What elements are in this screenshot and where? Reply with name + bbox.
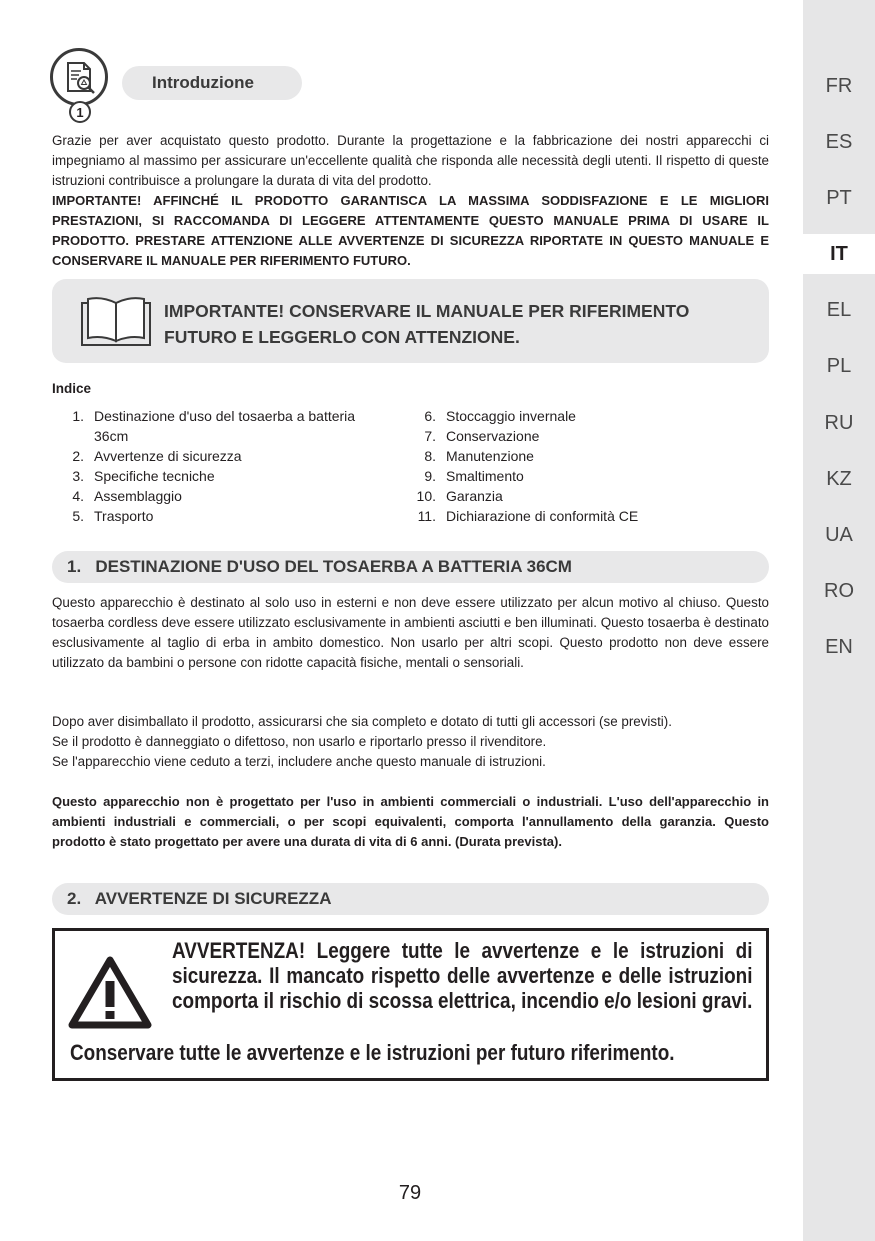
index-number: 2. — [72, 448, 84, 464]
safety-warning-footer: Conservare tutte le avvertenze e le istruzioni per futuro riferimento. — [70, 1040, 675, 1065]
index-number: 8. — [424, 448, 436, 464]
lang-tab-pt[interactable]: PT — [826, 187, 852, 209]
lang-tab-ru[interactable]: RU — [824, 412, 854, 434]
index-text: Specifiche tecniche — [94, 468, 215, 484]
lang-tab-ro[interactable]: RO — [824, 580, 854, 602]
index-number: 10. — [416, 488, 436, 504]
section-1-paragraph-2a: Dopo aver disimballato il prodotto, assicurarsi che sia completo e dotato di tutti gli accessori (se previsti). — [52, 714, 672, 729]
index-text: Trasporto — [94, 508, 154, 524]
section-1-paragraph-2c: Se l'apparecchio viene ceduto a terzi, includere anche questo manuale di istruzioni. — [52, 754, 546, 769]
index-title: Indice — [52, 381, 92, 396]
section-1-title: 1. DESTINAZIONE D'USO DEL TOSAERBA A BATTERIA 36CM — [67, 557, 572, 576]
intro-section-badge: 1 — [69, 101, 91, 123]
index-text: Manutenzione — [446, 448, 534, 464]
lang-tab-ua[interactable]: UA — [825, 524, 853, 546]
index-number: 1. — [72, 408, 84, 424]
section-2-title: 2. AVVERTENZE DI SICUREZZA — [67, 889, 332, 908]
index-number: 9. — [424, 468, 436, 484]
manual-notice-text — [164, 298, 764, 350]
notice-line-1: IMPORTANTE! CONSERVARE IL MANUALE PER RIFERIMENTO — [164, 301, 690, 321]
section-1-paragraph-3: Questo apparecchio non è progettato per l'uso in ambienti commerciali o industriali. L'uso dell'apparecchio in ambienti industriali e commerciali, o per scopi equivalenti, comporta l'annullamento della garanzia. Questo prodotto è stato progettato per avere una durata di vita di 6 anni. (Durata prevista). — [52, 794, 769, 849]
warning-triangle-icon — [68, 955, 152, 1029]
lang-tab-it-active[interactable]: IT — [803, 234, 875, 274]
lang-tab-fr[interactable]: FR — [825, 75, 853, 97]
lang-tab-en[interactable]: EN — [825, 636, 853, 658]
lang-tab-el[interactable]: EL — [826, 299, 852, 321]
index-text: Avvertenze di sicurezza — [94, 448, 242, 464]
index-text: Dichiarazione di conformità CE — [446, 508, 639, 524]
index-number: 4. — [72, 488, 84, 504]
index-text: 36cm — [94, 428, 129, 444]
safety-warning-text: AVVERTENZA! Leggere tutte le avvertenze e le istruzioni di sicurezza. Il mancato rispetto delle avvertenze e delle istruzioni comporta il rischio di scossa elettrica, incendio e/o lesioni gravi. — [172, 938, 753, 1013]
index-text: Assemblaggio — [94, 488, 182, 504]
lang-tab-kz[interactable]: KZ — [826, 468, 852, 490]
intro-title: Introduzione — [152, 73, 254, 92]
notice-line-2: FUTURO E LEGGERLO CON ATTENZIONE. — [164, 327, 520, 347]
page-number: 79 — [398, 1182, 422, 1204]
intro-important-paragraph: IMPORTANTE! AFFINCHÉ IL PRODOTTO GARANTISCA LA MASSIMA SODDISFAZIONE E LE MIGLIORI PRESTAZIONI, SI RACCOMANDA DI LEGGERE ATTENTAMENTE QUESTO MANUALE PRIMA DI USARE IL PRODOTTO. PRESTARE ATTENZIONE ALLE AVVERTENZE DI SICUREZZA RIPORTATE IN QUESTO MANUALE E CONSERVARE IL MANUALE PER RIFERIMENTO FUTURO. — [52, 193, 769, 268]
intro-paragraph: Grazie per aver acquistato questo prodotto. Durante la progettazione e la fabbricazione dei nostri apparecchi ci impegniamo al massimo per assicurare un'eccellente qualità che risponda alle necessità degli utenti. Il rispetto di queste istruzioni contribuisce a prolungare la durata di vita del prodotto. — [52, 133, 769, 188]
index-number: 11. — [417, 508, 436, 524]
index-number: 5. — [72, 508, 84, 524]
index-text: Stoccaggio invernale — [446, 408, 576, 424]
index-text: Smaltimento — [446, 468, 524, 484]
section-1-paragraph-2b: Se il prodotto è danneggiato o difettoso, non usarlo e riportarlo presso il rivenditore. — [52, 734, 547, 749]
index-number: 3. — [72, 468, 84, 484]
lang-tab-es[interactable]: ES — [825, 131, 853, 153]
open-book-icon — [80, 293, 152, 349]
index-number: 6. — [424, 408, 436, 424]
section-1-paragraph-1: Questo apparecchio è destinato al solo uso in esterni e non deve essere utilizzato per alcun motivo al chiuso. Questo tosaerba cordless deve essere utilizzato esclusivamente in ambienti asciutti e ben illuminati. Questo tosaerba è destinato esclusivamente al taglio di erba in ambito domestico. Non usarlo per altri scopi. Questo prodotto non deve essere utilizzato da bambini o persone con ridotte capacità fisiche, mentali o sensoriali. — [52, 595, 769, 670]
index-text: Garanzia — [446, 488, 503, 504]
index-text: Conservazione — [446, 428, 540, 444]
language-sidebar — [803, 0, 875, 1241]
lang-tab-pl[interactable]: PL — [826, 355, 852, 377]
document-magnifier-icon — [50, 48, 108, 106]
index-number: 7. — [424, 428, 436, 444]
index-text: Destinazione d'uso del tosaerba a batteria — [94, 408, 356, 424]
